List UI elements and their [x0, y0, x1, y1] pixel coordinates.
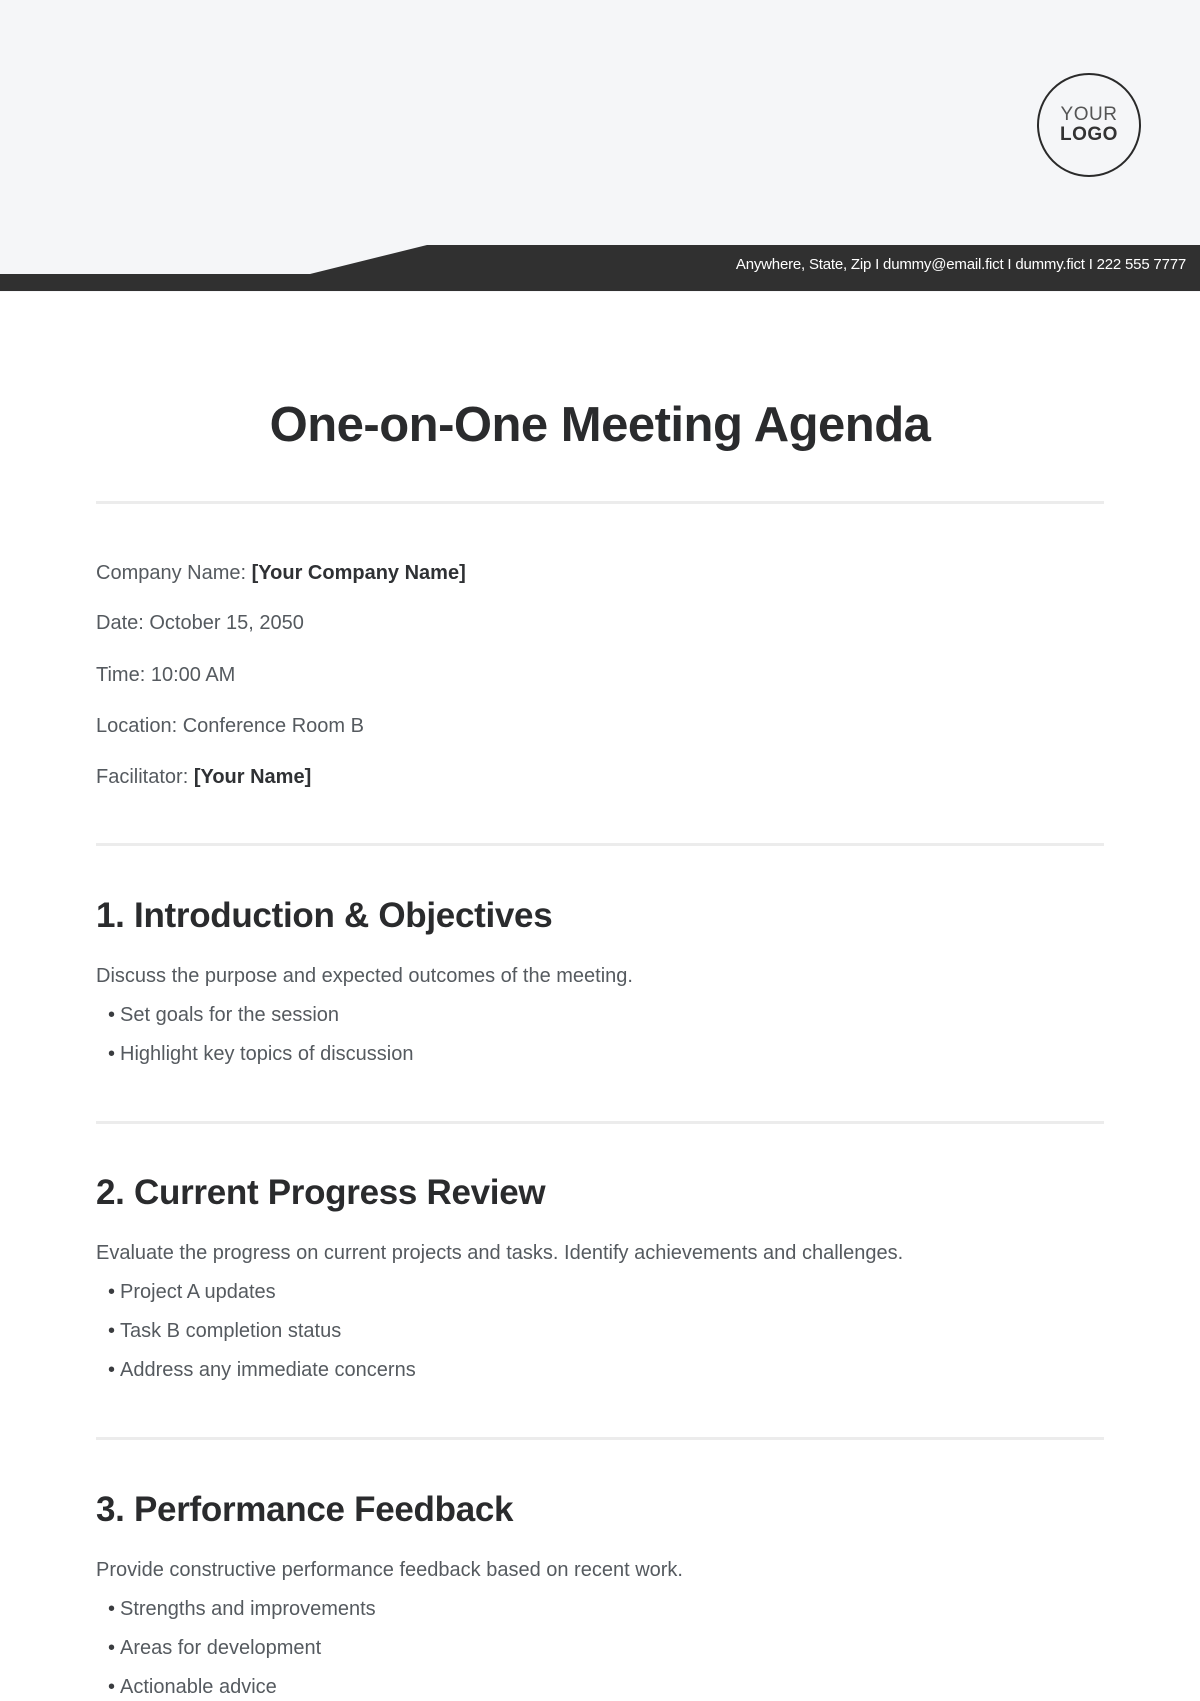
section-description: Discuss the purpose and expected outcomes of the meeting. [96, 965, 633, 987]
info-value: Conference Room B [182, 715, 364, 737]
bullet-icon: • [108, 1598, 116, 1620]
divider [96, 501, 1104, 504]
info-time [96, 662, 235, 688]
contact-info: Anywhere, State, Zip I dummy@email.fict I dummy.fict I 222 555 7777 [735, 256, 1186, 273]
info-value: [Your Company Name] [251, 562, 466, 584]
section-heading-performance-feedback: 3. Performance Feedback [96, 1490, 514, 1529]
info-label: Time: [96, 664, 151, 686]
list-item: • Strengths and improvements [108, 1598, 376, 1620]
header-dark-band [0, 0, 1200, 292]
info-facilitator [96, 764, 311, 790]
info-location [96, 713, 364, 739]
logo-text-logo: LOGO [1060, 124, 1118, 145]
company-logo [1037, 73, 1141, 177]
info-label: Location: [96, 715, 183, 737]
info-value: [Your Name] [193, 766, 312, 788]
list-item: • Areas for development [108, 1637, 322, 1659]
document-title: One-on-One Meeting Agenda [269, 398, 931, 452]
divider [96, 843, 1104, 846]
info-value: 10:00 AM [150, 664, 236, 686]
bullet-icon: • [108, 1676, 116, 1698]
bullet-icon: • [108, 1637, 116, 1659]
info-label: Company Name: [96, 562, 252, 584]
bullet-icon: • [108, 1281, 116, 1303]
list-item: • Project A updates [108, 1281, 276, 1303]
info-date [96, 610, 304, 636]
bullet-icon: • [108, 1320, 116, 1342]
list-item: • Set goals for the session [108, 1004, 340, 1026]
section-description: Provide constructive performance feedback based on recent work. [96, 1559, 683, 1581]
list-item: • Highlight key topics of discussion [108, 1043, 414, 1065]
info-label: Facilitator: [96, 766, 194, 788]
section-heading-progress-review: 2. Current Progress Review [96, 1173, 546, 1212]
divider [96, 1121, 1104, 1124]
list-item: • Task B completion status [108, 1320, 342, 1342]
list-item: • Address any immediate concerns [108, 1359, 416, 1381]
bullet-icon: • [108, 1004, 116, 1026]
logo-text-your: YOUR [1060, 104, 1118, 125]
info-label: Date: [96, 612, 150, 634]
divider [96, 1437, 1104, 1440]
section-description: Evaluate the progress on current projects and tasks. Identify achievements and challenges. [96, 1242, 904, 1264]
letterhead-header [0, 0, 1200, 292]
info-company-name [96, 560, 466, 586]
section-heading-introduction: 1. Introduction & Objectives [96, 896, 553, 935]
bullet-icon: • [108, 1043, 116, 1065]
list-item: • Actionable advice [108, 1676, 277, 1698]
bullet-icon: • [108, 1359, 116, 1381]
info-value: October 15, 2050 [149, 612, 304, 634]
